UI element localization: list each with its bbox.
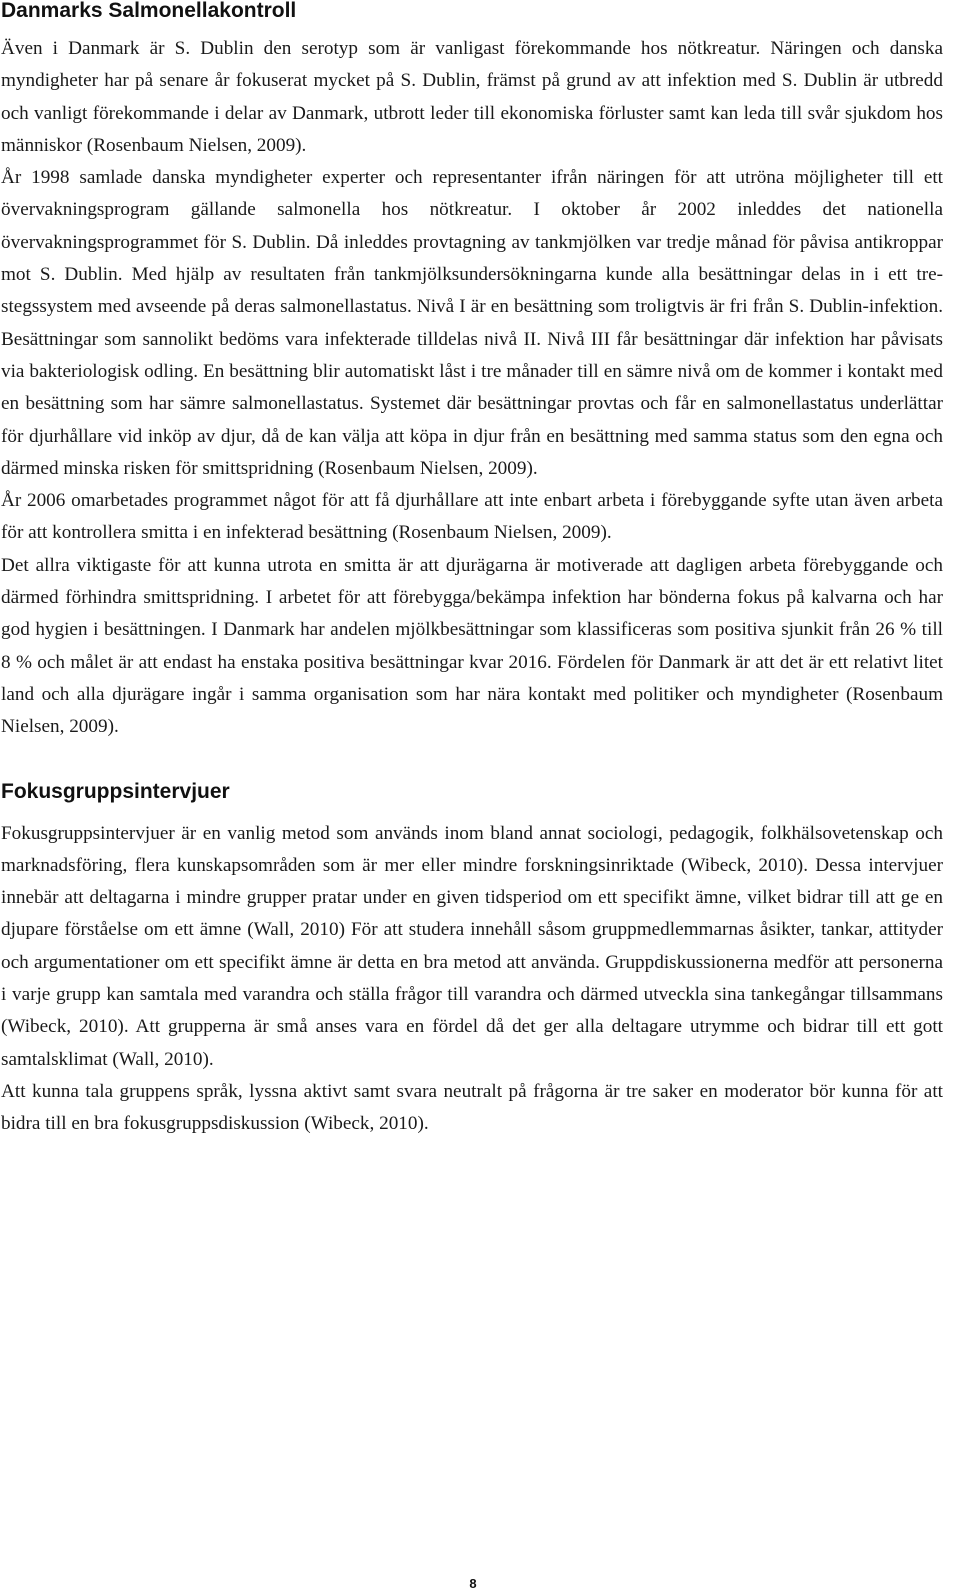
paragraph-focus-group-method: Fokusgruppsintervjuer är en vanlig metod som används inom bland annat sociologi, pedagogik, folkhälsovetenskap och marknadsföring, flera kunskapsområden som är mer eller mindre forskningsinriktade (Wibeck, 2010). Dessa intervjuer innebär att deltagarna i mindre grupper pratar under en given tidsperiod om ett specifikt ämne, vilket bidrar till att ge en djupare förståelse om ett ämne (Wall, 2010) För att studera innehåll såsom gruppmedlemmarnas åsikter, tankar, attityder och argumentationer om ett specifikt ämne är detta en bra metod att använda. Gruppdiskussionerna medför att personerna i varje grupp kan samtala med varandra och ställa frågor till varandra och därmed utveckla sina tankegångar tillsammans (Wibeck, 2010). Att grupperna är små anses vara en fördel då det ger alla deltagare utrymme och bidrar till ett gott samtalsklimat (Wall, 2010).: [1, 822, 943, 1070]
page-number: 8: [469, 1576, 477, 1591]
paragraph-program-revision-2006: År 2006 omarbetades programmet något för att få djurhållare att inte enbart arbeta i förebyggande syfte utan även arbeta för att kontrollera smitta i en infekterad besättning (Rosenbaum Nielsen, 2009).: [1, 490, 943, 544]
section-heading-fokusgruppsintervjuer: Fokusgruppsintervjuer: [1, 779, 230, 803]
page-content: [1, 0, 943, 1141]
paragraph-intro-dublin: Även i Danmark är S. Dublin den serotyp som är vanligast förekommande hos nötkreatur. Näringen och danska myndigheter har på senare år fokuserat mycket på S. Dublin, främst på grund av att infektion med S. Dublin är utbredd och vanligt förekommande i delar av Danmark, utbrott leder till ekonomiska förluster samt kan leda till svår sjukdom hos människor (Rosenbaum Nielsen, 2009).: [1, 38, 943, 156]
paragraph-eradication-motivation: Det allra viktigaste för att kunna utrota en smitta är att djurägarna är motiverade att dagligen arbeta förebyggande och därmed förhindra smittspridning. I arbetet för att förebygga/bekämpa infektion har bönderna fokus på kalvarna och har god hygien i besättningen. I Danmark har andelen mjölkbesättningar som klassificeras som positiva sjunkit från 26 % till 8 % och målet är att endast ha enstaka positiva besättningar kvar 2016. Fördelen för Danmark är att det är ett relativt litet land och alla djurägare ingår i samma organisation som har nära kontakt med politiker och myndigheter (Rosenbaum Nielsen, 2009).: [1, 554, 943, 738]
paragraph-surveillance-program: År 1998 samlade danska myndigheter experter och representanter ifrån näringen för att utröna möjligheter till ett övervakningsprogram gällande salmonella hos nötkreatur. I oktober år 2002 inleddes det nationella övervakningsprogrammet för S. Dublin. Då inleddes provtagning av tankmjölken var tredje månad för påvisa antikroppar mot S. Dublin. Med hjälp av resultaten från tankmjölksundersökningarna kunde alla besättningar delas in i ett tre-stegssystem med avseende på deras salmonellastatus. Nivå I är en besättning som troligtvis är fri från S. Dublin-infektion. Besättningar som sannolikt bedöms vara infekterade tilldelas nivå II. Nivå III får besättningar där infektion har påvisats via bakteriologisk odling. En besättning blir automatiskt låst i tre månader till en sämre nivå om de kommer i kontakt med en besättning som har sämre salmonellastatus. Systemet där besättningar provtas och får en salmonellastatus underlättar för djurhållare vid inköp av djur, då de kan välja att köpa in djur från en besättning med samma status som den egna och därmed minska risken för smittspridning (Rosenbaum Nielsen, 2009).: [1, 167, 943, 479]
paragraph-moderator-skills: Att kunna tala gruppens språk, lyssna aktivt samt svara neutralt på frågorna är tre saker en moderator bör kunna för att bidra till en bra fokusgruppsdiskussion (Wibeck, 2010).: [1, 1080, 943, 1135]
section-heading-danmarks-salmonellakontroll: Danmarks Salmonellakontroll: [1, 0, 297, 22]
